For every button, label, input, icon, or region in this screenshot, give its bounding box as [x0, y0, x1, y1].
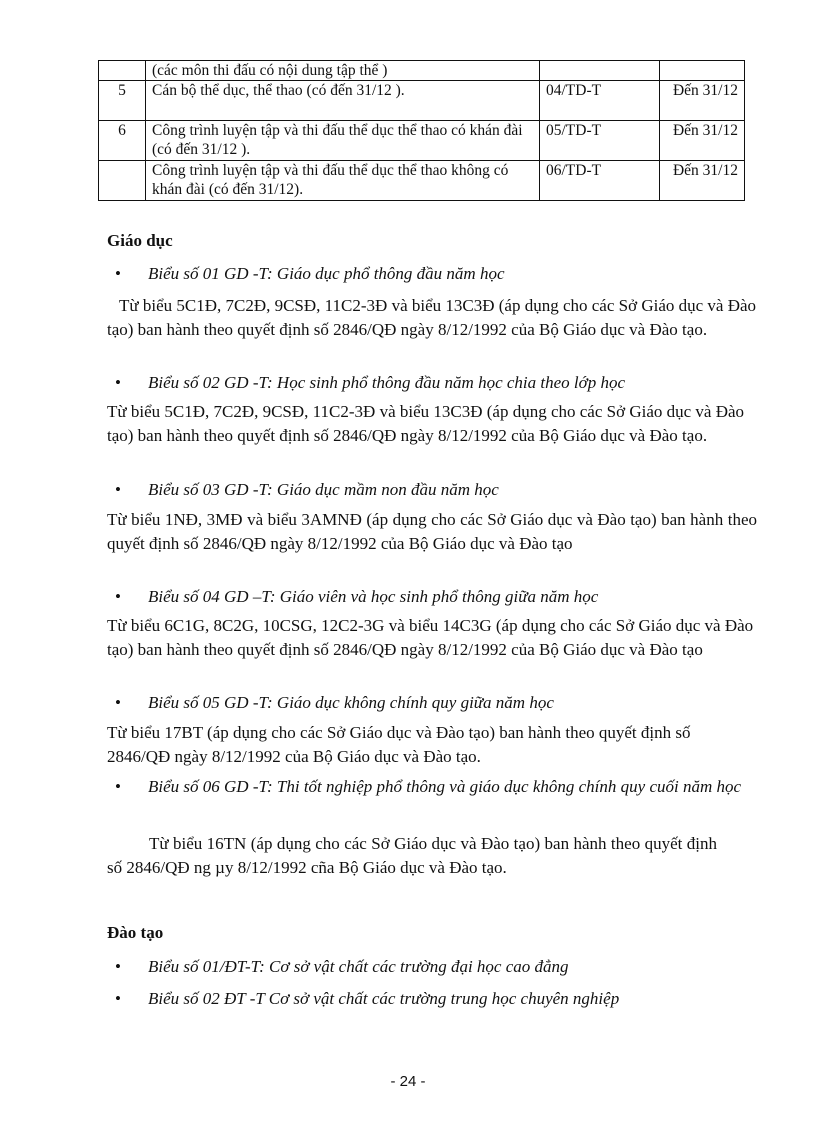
form-title: Biểu số 04 GD –T: Giáo viên và học sinh phổ thông giữa năm học	[148, 587, 599, 606]
row-period: Đến 31/12	[660, 81, 745, 121]
row-content: Cán bộ thể dục, thể thao (có đến 31/12 ).	[146, 81, 540, 121]
form-description-05-gd: Từ biểu 17BT (áp dụng cho các Sở Giáo dục và Đào tạo) ban hành theo quyết định số 2846/QĐ ngày 8/12/1992 của Bộ Giáo dục và Đào tạo.	[107, 723, 691, 766]
form-description-01-gd: Từ biểu 5C1Đ, 7C2Đ, 9CSĐ, 11C2-3Đ và biểu 13C3Đ (áp dụng cho các Sở Giáo dục và Đào tạo) ban hành theo quyết định số 2846/QĐ ngày 8/12/1992 của Bộ Giáo dục và Đào tạo.	[107, 296, 757, 339]
form-title: Biểu số 01 GD -T: Giáo dục phổ thông đầu năm học	[148, 264, 505, 283]
form-title-04-gd	[115, 585, 755, 609]
form-title-06-gd	[115, 775, 755, 799]
form-title-01-dt	[115, 955, 755, 979]
row-period: Đến 31/12	[660, 161, 745, 201]
form-title-02-dt	[115, 987, 755, 1011]
row-content: (các môn thi đấu có nội dung tập thể )	[146, 61, 540, 81]
form-title-03-gd	[115, 478, 755, 502]
section-heading-training: Đào tạo	[107, 923, 164, 942]
row-number	[99, 61, 146, 81]
table-row	[99, 81, 745, 121]
form-title-01-gd	[115, 262, 755, 286]
row-number: 6	[99, 121, 146, 161]
row-content: Công trình luyện tập và thi đấu thể dục thể thao có khán đài (có đến 31/12 ).	[146, 121, 540, 161]
form-title: Biểu số 02 ĐT -T Cơ sở vật chất các trường trung học chuyên nghiệp	[148, 989, 620, 1008]
table-row	[99, 61, 745, 81]
row-code: 06/TD-T	[540, 161, 660, 201]
bullet-icon: •	[115, 373, 121, 392]
form-description-04-gd: Từ biểu 6C1G, 8C2G, 10CSG, 12C2-3G và biểu 14C3G (áp dụng cho các Sở Giáo dục và Đào tạo) ban hành theo quyết định số 2846/QĐ ngày 8/12/1992 của Bộ Giáo dục và Đào tạo	[107, 616, 754, 659]
form-title-05-gd	[115, 691, 755, 715]
bullet-icon: •	[115, 587, 121, 606]
form-title: Biểu số 05 GD -T: Giáo dục không chính quy giữa năm học	[148, 693, 554, 712]
bullet-icon: •	[115, 957, 121, 976]
row-period	[660, 61, 745, 81]
bullet-icon: •	[115, 693, 121, 712]
row-code	[540, 61, 660, 81]
form-title-02-gd	[115, 371, 755, 395]
page-number: - 24 -	[390, 1073, 426, 1090]
form-description-06-gd: Từ biểu 16TN (áp dụng cho các Sở Giáo dục và Đào tạo) ban hành theo quyết định số 2846/QĐ ng µy 8/12/1992 cña Bộ Giáo dục và Đào tạo.	[107, 834, 717, 877]
row-number	[99, 161, 146, 201]
row-code: 04/TD-T	[540, 81, 660, 121]
table-row	[99, 121, 745, 161]
row-number: 5	[99, 81, 146, 121]
row-content: Công trình luyện tập và thi đấu thể dục thể thao không có khán đài (có đến 31/12).	[146, 161, 540, 201]
form-title: Biểu số 03 GD -T: Giáo dục mầm non đầu năm học	[148, 480, 499, 499]
bullet-icon: •	[115, 480, 121, 499]
form-description-03-gd: Từ biểu 1NĐ, 3MĐ và biểu 3AMNĐ (áp dụng cho các Sở Giáo dục và Đào tạo) ban hành theo quyết định số 2846/QĐ ngày 8/12/1992 của Bộ Giáo dục và Đào tạo	[107, 510, 757, 553]
table-row	[99, 161, 745, 201]
statistics-table	[98, 60, 745, 201]
bullet-icon: •	[115, 989, 121, 1008]
form-title: Biểu số 02 GD -T: Học sinh phổ thông đầu năm học chia theo lớp học	[148, 373, 625, 392]
section-heading-education: Giáo dục	[107, 231, 173, 250]
bullet-icon: •	[115, 264, 121, 283]
form-title: Biểu số 01/ĐT-T: Cơ sở vật chất các trường đại học cao đẳng	[148, 957, 569, 976]
row-code: 05/TD-T	[540, 121, 660, 161]
bullet-icon: •	[115, 777, 121, 796]
form-title: Biểu số 06 GD -T: Thi tốt nghiệp phổ thông và giáo dục không chính quy cuối năm học	[148, 777, 742, 796]
row-period: Đến 31/12	[660, 121, 745, 161]
form-description-02-gd: Từ biểu 5C1Đ, 7C2Đ, 9CSĐ, 11C2-3Đ và biểu 13C3Đ (áp dụng cho các Sở Giáo dục và Đào tạo) ban hành theo quyết định số 2846/QĐ ngày 8/12/1992 của Bộ Giáo dục và Đào tạo.	[107, 402, 745, 445]
